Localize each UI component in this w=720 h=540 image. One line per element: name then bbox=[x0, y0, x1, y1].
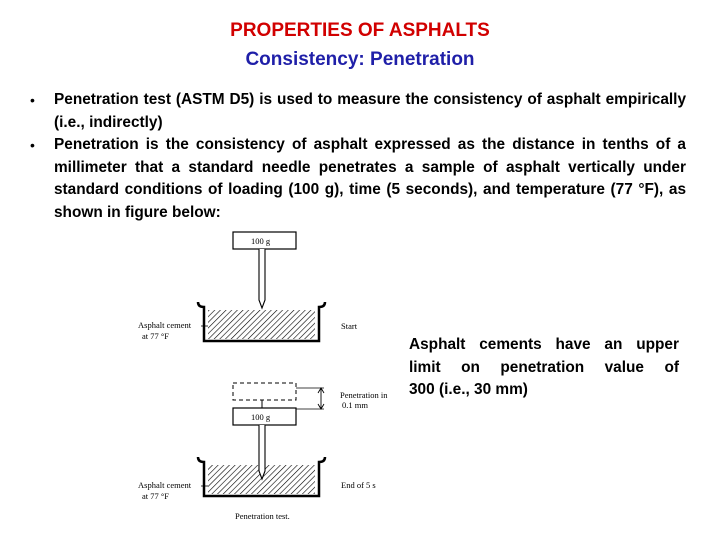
start-label: Start bbox=[341, 321, 358, 331]
note-word: 300 (i.e., 30 mm) bbox=[409, 381, 528, 399]
bullet-marker: • bbox=[30, 137, 35, 154]
sample-label-start: Asphalt cement bbox=[138, 320, 192, 330]
note-word: cements bbox=[479, 336, 542, 353]
sample-temp-start: at 77 °F bbox=[142, 331, 170, 341]
needle-end bbox=[259, 425, 265, 479]
note-word: value bbox=[604, 358, 644, 376]
note-word: have bbox=[555, 336, 591, 353]
bullet-item bbox=[30, 89, 686, 134]
note-word: upper bbox=[636, 336, 679, 353]
bullet-text: Penetration test (ASTM D5) is used to measure the consistency of asphalt empirically (i.e., indirectly) bbox=[54, 91, 686, 131]
asphalt-sample-start bbox=[208, 310, 315, 339]
note-line bbox=[409, 357, 679, 380]
slide-title: PROPERTIES OF ASPHALTS bbox=[230, 20, 490, 41]
note-word: on bbox=[461, 358, 480, 376]
figure-caption: Penetration test. bbox=[235, 511, 290, 521]
weight-box-initial-dashed bbox=[233, 383, 296, 400]
bullet-marker: • bbox=[30, 92, 35, 108]
penetration-label: Penetration in bbox=[340, 390, 388, 400]
bullet-item bbox=[30, 134, 686, 224]
note-word: limit bbox=[409, 358, 441, 376]
penetration-unit: 0.1 mm bbox=[342, 400, 368, 410]
penetration-limit-note bbox=[409, 334, 679, 402]
penetration-test-diagram bbox=[138, 228, 398, 528]
end-label: End of 5 s bbox=[341, 480, 376, 490]
weight-label-start: 100 g bbox=[251, 236, 271, 246]
weight-label-end: 100 g bbox=[251, 412, 271, 422]
sample-label-end: Asphalt cement bbox=[138, 480, 192, 490]
bullet-text: Penetration is the consistency of asphalt expressed as the distance in tenths of a millimeter that a standard needle penetrates a sample of asphalt vertically under standard conditions of loading (100 g), time (5 seconds), and temperature (77 °F), as shown in figure below: bbox=[54, 136, 686, 221]
slide-subtitle: Consistency: Penetration bbox=[245, 49, 475, 70]
note-word: of bbox=[664, 358, 679, 376]
note-word: an bbox=[604, 336, 623, 353]
bullet-list bbox=[30, 89, 686, 225]
note-line bbox=[409, 379, 679, 402]
sample-temp-end: at 77 °F bbox=[142, 491, 170, 501]
note-line bbox=[409, 334, 679, 357]
note-word: Asphalt bbox=[409, 336, 466, 353]
needle-start bbox=[259, 249, 265, 308]
note-word: penetration bbox=[500, 358, 585, 376]
